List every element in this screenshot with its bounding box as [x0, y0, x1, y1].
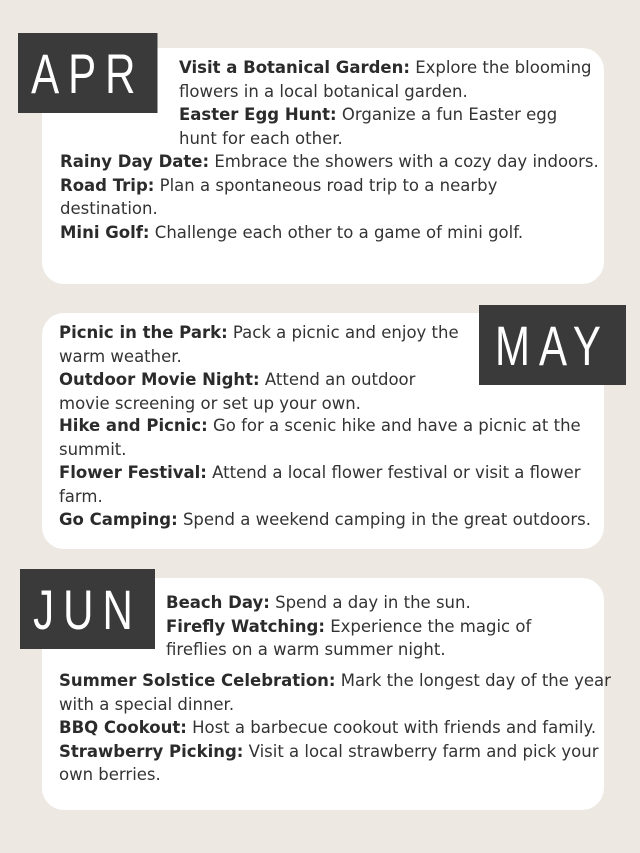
- list-item: [59, 669, 619, 716]
- item-text: Experience the magic of fireflies on a warm summer night.: [166, 616, 532, 659]
- item-text: Spend a weekend camping in the great outdoors.: [182, 510, 591, 529]
- month-label-apr: APR: [18, 33, 158, 113]
- item-title: Strawberry Picking:: [59, 741, 244, 761]
- item-text: Explore the blooming flowers in a local botanical garden.: [179, 58, 592, 101]
- april-list-bottom: [60, 150, 600, 244]
- may-list-bottom: [59, 414, 619, 532]
- item-title: Summer Solstice Celebration:: [59, 671, 336, 690]
- may-list-top: [59, 321, 459, 415]
- list-item: [59, 716, 619, 740]
- item-title: Picnic in the Park:: [59, 323, 228, 342]
- item-text: Mark the longest day of the year with a special dinner.: [59, 671, 611, 714]
- june-list-top: [166, 591, 586, 662]
- item-title: Road Trip:: [60, 175, 155, 195]
- item-text: Pack a picnic and enjoy the warm weather.: [59, 323, 459, 366]
- list-item: [60, 221, 600, 245]
- list-item: [59, 321, 459, 368]
- list-item: [60, 150, 600, 174]
- list-item: [59, 414, 619, 461]
- item-text: Plan a spontaneous road trip to a nearby destination.: [60, 175, 498, 218]
- item-title: Rainy Day Date:: [60, 152, 210, 171]
- list-item: [179, 56, 599, 103]
- item-title: Flower Festival:: [59, 463, 207, 482]
- item-title: Visit a Botanical Garden:: [179, 58, 410, 77]
- item-text: Go for a scenic hike and have a picnic at the summit.: [59, 416, 581, 459]
- item-title: Beach Day:: [166, 593, 270, 612]
- item-title: Firefly Watching:: [166, 616, 325, 636]
- item-title: Hike and Picnic:: [59, 416, 208, 435]
- month-label-jun: JUN: [20, 569, 155, 649]
- april-list-top: [179, 56, 599, 150]
- item-title: Mini Golf:: [60, 222, 150, 242]
- list-item: [179, 103, 599, 150]
- list-item: [59, 461, 619, 508]
- item-text: Embrace the showers with a cozy day indoors.: [214, 152, 599, 171]
- list-item: [59, 508, 619, 532]
- june-list-bottom: [59, 669, 619, 787]
- item-title: Easter Egg Hunt:: [179, 105, 337, 124]
- item-text: Attend an outdoor movie screening or set up your own.: [59, 370, 416, 413]
- list-item: [59, 740, 619, 787]
- list-item: [166, 591, 586, 615]
- item-text: Host a barbecue cookout with friends and family.: [192, 718, 597, 737]
- item-text: Organize a fun Easter egg hunt for each other.: [179, 105, 558, 148]
- item-title: Go Camping:: [59, 510, 178, 529]
- item-title: Outdoor Movie Night:: [59, 370, 260, 389]
- item-text: Challenge each other to a game of mini golf.: [154, 222, 524, 242]
- item-text: Spend a day in the sun.: [275, 593, 471, 612]
- list-item: [59, 368, 459, 415]
- list-item: [60, 174, 600, 221]
- month-label-may: MAY: [479, 305, 626, 385]
- item-title: BBQ Cookout:: [59, 718, 187, 737]
- item-text: Attend a local flower festival or visit a flower farm.: [59, 463, 581, 506]
- list-item: [166, 615, 586, 662]
- item-text: Visit a local strawberry farm and pick your own berries.: [59, 741, 599, 784]
